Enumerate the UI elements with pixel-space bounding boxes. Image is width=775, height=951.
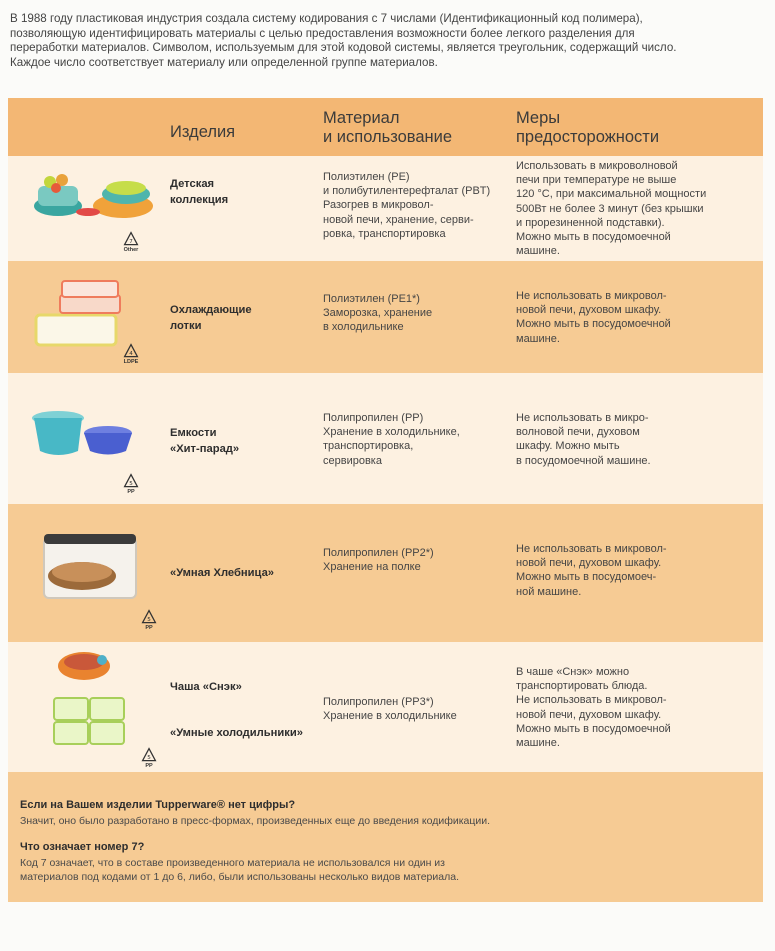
item-name: «Умная Хлебница» xyxy=(170,567,275,579)
recycle-5-icon: 5 PP xyxy=(139,747,159,769)
svg-text:5: 5 xyxy=(147,755,151,761)
header-material: Материал и использование xyxy=(323,109,453,146)
table-row xyxy=(8,156,763,261)
hit-parade-containers-image xyxy=(28,403,138,468)
item-name: Чаша «Снэк» xyxy=(170,681,242,693)
kids-collection-image xyxy=(28,164,168,229)
item-name: «Умные холодильники» xyxy=(170,727,303,739)
recycle-7-icon: 7 Other xyxy=(121,231,141,253)
material-text: Полипропилен (PP3*) Хранение в холодильнике xyxy=(323,696,457,723)
svg-text:5: 5 xyxy=(147,617,151,623)
svg-text:7: 7 xyxy=(129,239,133,245)
header-precautions: Меры предосторожности xyxy=(516,109,660,146)
precautions-text: Не использовать в микровол- новой печи, духовом шкафу. Можно мыть в посудомоечной машине. xyxy=(516,290,671,345)
item-name: Охлаждающие лотки xyxy=(170,304,252,332)
recycle-5-icon: 5 PP xyxy=(139,609,159,631)
table-row xyxy=(8,261,763,373)
recycling-codes-table xyxy=(8,98,763,775)
faq-answer: Код 7 означает, что в составе произведенного материала не использовался ни один из материалов под кодами от 1 до 6, либо, были использованы несколько видов материала. xyxy=(20,857,459,883)
precautions-text: Не использовать в микро- волновой печи, духовом шкафу. Можно мыть в посудомоечной машине. xyxy=(516,412,651,467)
material-text: Полипропилен (PP) Хранение в холодильнике, транспортировка, сервировка xyxy=(323,412,460,467)
faq-box xyxy=(8,772,763,902)
material-text: Полипропилен (PP2*) Хранение на полке xyxy=(323,547,434,574)
table-row xyxy=(8,504,763,642)
table-row xyxy=(8,642,763,775)
smart-breadbox-image xyxy=(40,532,140,607)
material-text: Полиэтилен (PE) и полибутилентерефталат (PBT) Разогрев в микровол- новой печи, хранение, серви- ровка, транспортировка xyxy=(323,171,491,240)
header-item: Изделия xyxy=(170,123,236,141)
material-text: Полиэтилен (PE1*) Заморозка, хранение в холодильнике xyxy=(323,293,433,334)
table-row xyxy=(8,373,763,504)
precautions-text: Не использовать в микровол- новой печи, духовом шкафу. Можно мыть в посудомоеч- ной машине. xyxy=(516,543,667,598)
cooling-trays-image xyxy=(30,275,130,360)
recycle-4-icon: 4 LDPE xyxy=(121,343,141,365)
precautions-text: В чаше «Снэк» можно транспортировать блюда. Не использовать в микровол- новой печи, духовом шкафу. Можно мыть в посудомоечной машине. xyxy=(516,666,671,750)
table-header xyxy=(8,98,763,156)
precautions-text: Использовать в микроволновой печи при температуре не выше 120 °С, при максимальной мощности 500Вт не более 3 минут (без крышки и прорезиненной подставки). Можно мыть в посудомоечной машине. xyxy=(516,160,707,258)
intro-paragraph: В 1988 году пластиковая индустрия создала систему кодирования с 7 числами (Идентификационный код полимера), позволяющую идентифицировать материалы с целью предоставления возможности более легкого разделения для переработки материалов. Символом, используемым для этой кодовой системы, является треугольник, содержащий число. Каждое число соответствует материалу или определенной группе материалов. xyxy=(10,12,677,69)
item-name: Емкости «Хит-парад» xyxy=(170,427,240,455)
faq-question: Что означает номер 7? xyxy=(20,841,145,853)
svg-text:5: 5 xyxy=(129,481,133,487)
svg-text:4: 4 xyxy=(129,351,133,357)
snack-bowl-and-fridge-containers-image xyxy=(50,648,130,753)
item-name: Детская коллекция xyxy=(170,178,229,206)
recycle-5-icon: 5 PP xyxy=(121,473,141,495)
faq-answer: Значит, оно было разработано в пресс-формах, произведенных еще до введения кодификации. xyxy=(20,815,491,827)
faq-question: Если на Вашем изделии Tupperware® нет цифры? xyxy=(20,799,296,811)
